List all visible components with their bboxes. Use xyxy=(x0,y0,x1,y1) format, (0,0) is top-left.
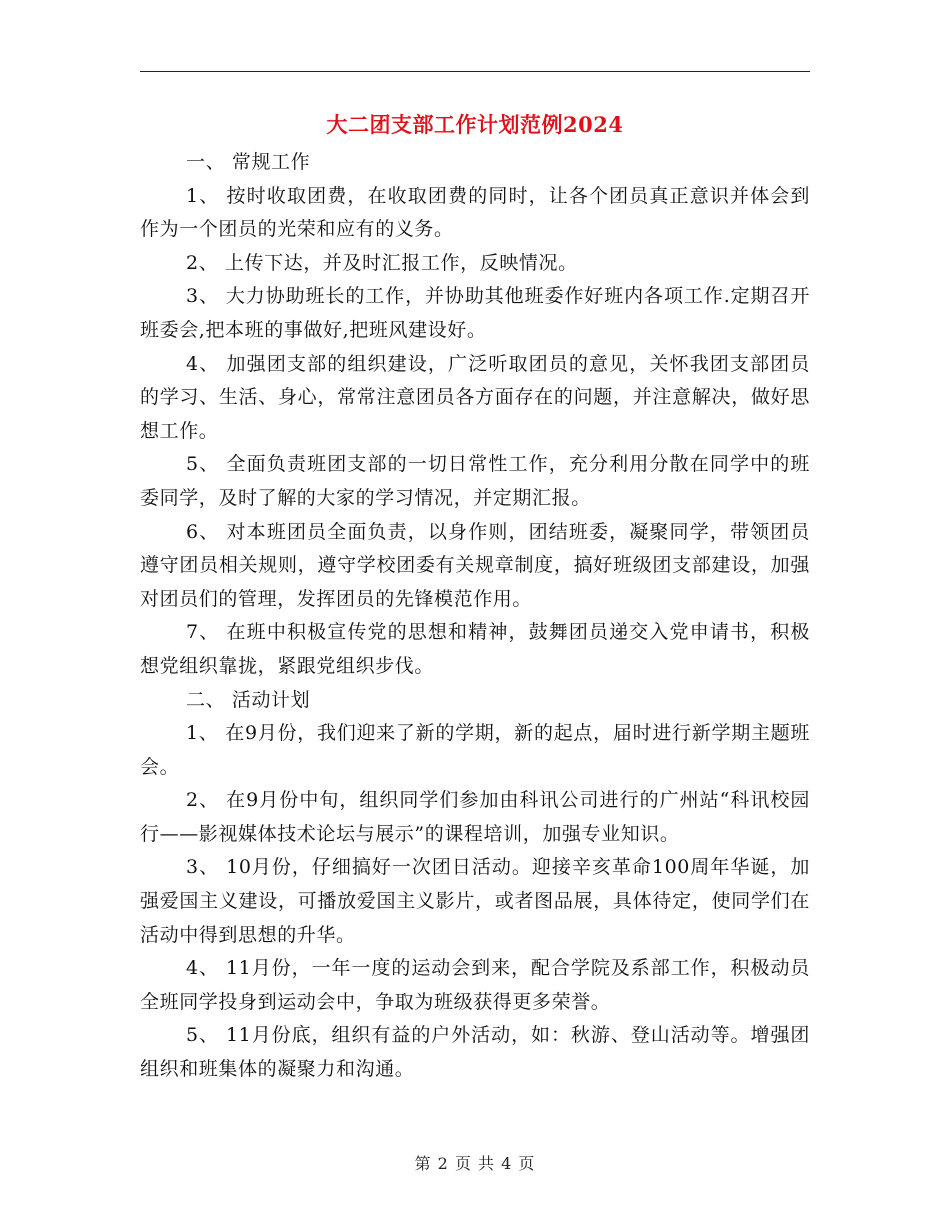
paragraph: 4、 11月份，一年一度的运动会到来，配合学院及系部工作，积极动员全班同学投身到运动会中，争取为班级获得更多荣誉。 xyxy=(140,957,810,1013)
paragraph: 5、 全面负责班团支部的一切日常性工作，充分利用分散在同学中的班委同学，及时了解的大家的学习情况，并定期汇报。 xyxy=(140,453,810,509)
paragraph: 1、 按时收取团费，在收取团费的同时，让各个团员真正意识并体会到作为一个团员的光荣和应有的义务。 xyxy=(140,184,810,241)
section-activity-plan xyxy=(140,684,810,1087)
section-heading: 一、 常规工作 xyxy=(186,151,311,173)
paragraph: 2、 上传下达，并及时汇报工作，反映情况。 xyxy=(186,251,578,274)
paragraph: 3、 大力协助班长的工作，并协助其他班委作好班内各项工作.定期召开班委会,把本班的事做好,把班风建设好。 xyxy=(140,285,810,341)
paragraph: 4、 加强团支部的组织建设，广泛听取团员的意见，关怀我团支部团员的学习、生活、身心，常常注意团员各方面存在的问题，并注意解决，做好思想工作。 xyxy=(140,352,810,442)
page-number: 第 2 页 共 4 页 xyxy=(414,1154,536,1173)
section-heading: 二、 活动计划 xyxy=(186,688,311,711)
paragraph: 6、 对本班团员全面负责，以身作则，团结班委，凝聚同学，带领团员遵守团员相关规则，遵守学校团委有关规章制度，搞好班级团支部建设，加强对团员们的管理，发挥团员的先锋模范作用。 xyxy=(140,520,810,610)
document-title: 大二团支部工作计划范例2024 xyxy=(326,112,624,137)
paragraph: 2、 在9月份中旬，组织同学们参加由科讯公司进行的广州站“科讯校园行——影视媒体技术论坛与展示”的课程培训，加强专业知识。 xyxy=(140,789,810,845)
paragraph: 1、 在9月份，我们迎来了新的学期，新的起点，届时进行新学期主题班会。 xyxy=(140,722,810,778)
document-body xyxy=(140,146,810,1087)
paragraph: 5、 11月份底，组织有益的户外活动，如：秋游、登山活动等。增强团组织和班集体的凝聚力和沟通。 xyxy=(140,1024,810,1081)
paragraph: 3、 10月份，仔细搞好一次团日活动。迎接辛亥革命100周年华诞，加强爱国主义建设，可播放爱国主义影片，或者图品展，具体待定，使同学们在活动中得到思想的升华。 xyxy=(140,856,810,946)
section-routine-work xyxy=(140,146,810,684)
header-rule xyxy=(140,71,810,72)
paragraph: 7、 在班中积极宣传党的思想和精神，鼓舞团员递交入党申请书，积极想党组织靠拢，紧跟党组织步伐。 xyxy=(140,621,810,677)
